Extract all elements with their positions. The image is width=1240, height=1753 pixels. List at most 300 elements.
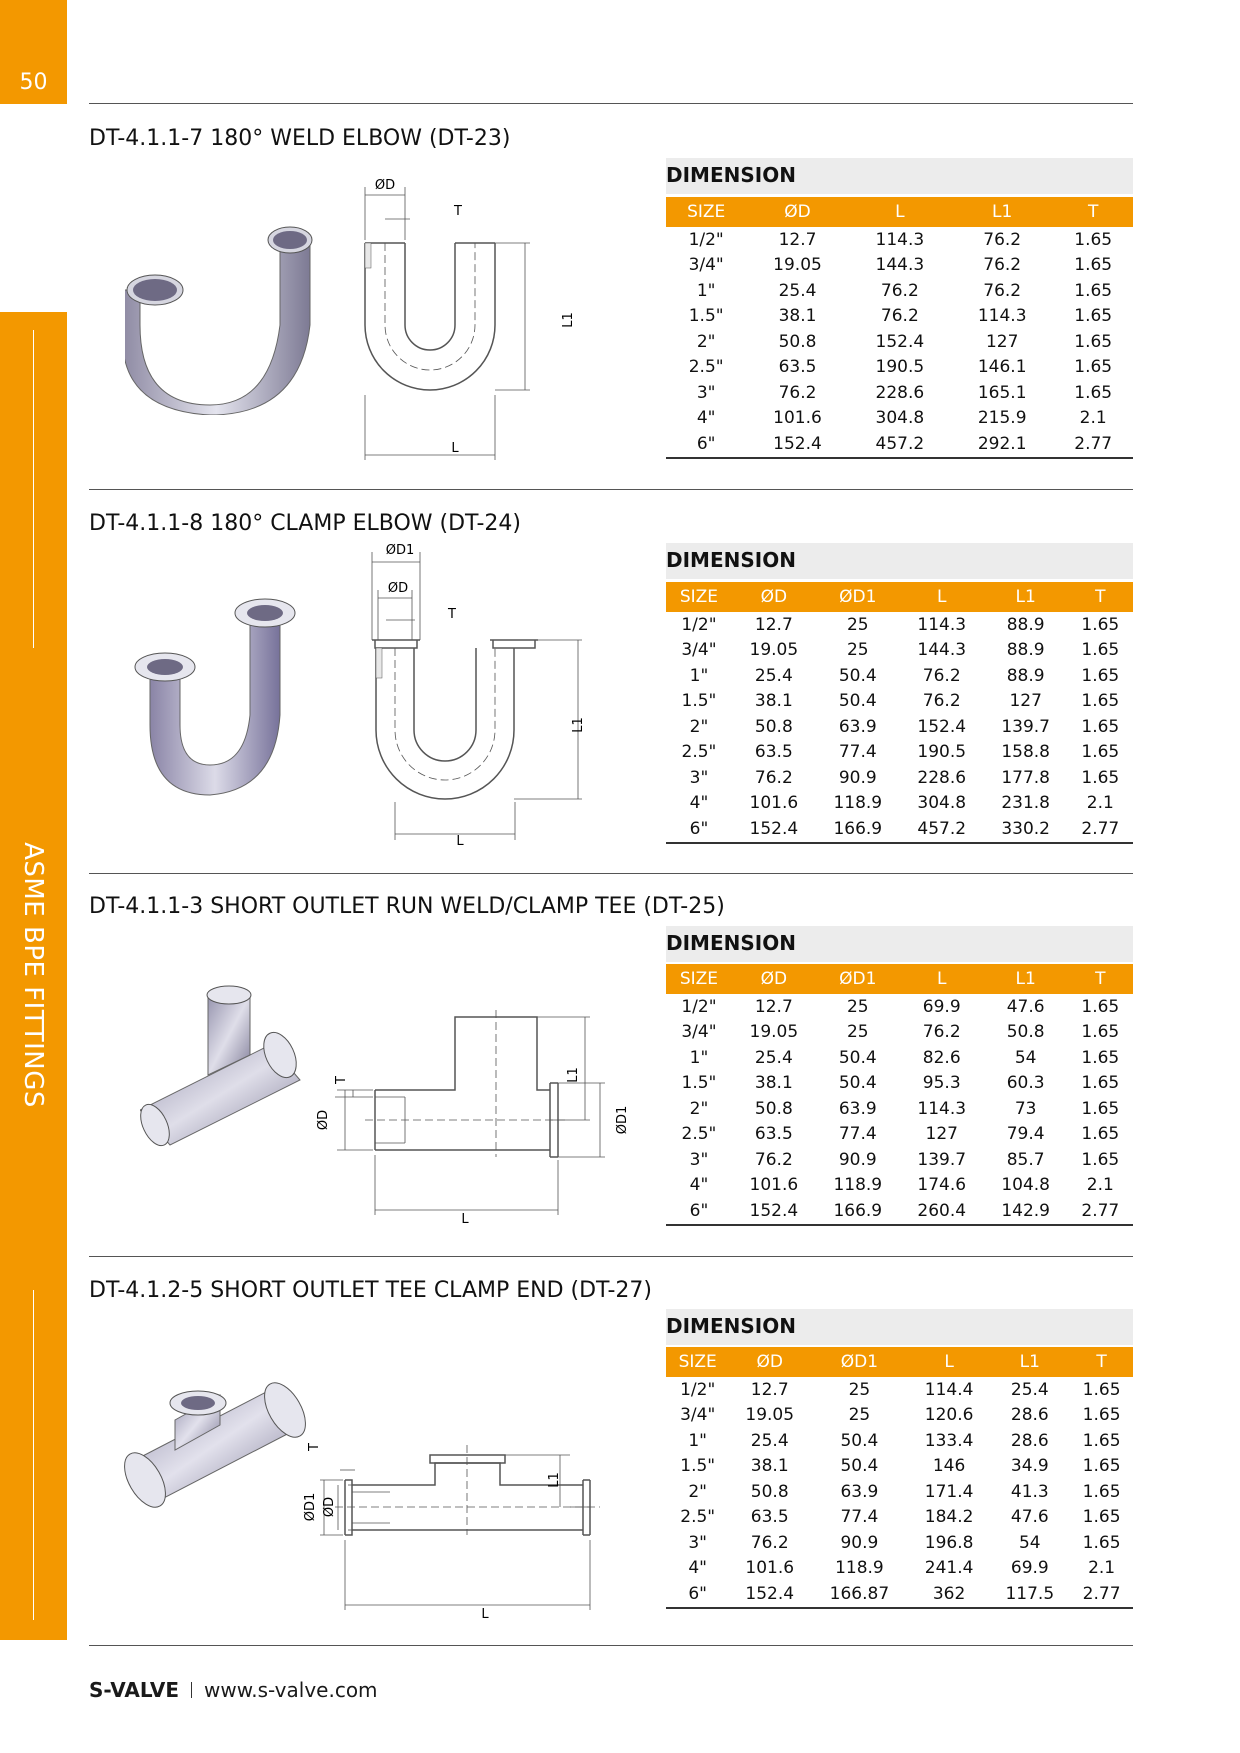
table-row: [666, 1403, 1133, 1429]
diagram-label: T: [334, 1076, 349, 1084]
table-row: [666, 1122, 1133, 1148]
table-cell: 50.8: [754, 1098, 793, 1119]
table-cell: 4": [689, 1175, 709, 1196]
table-cell: 60.3: [1006, 1073, 1045, 1094]
table-cell: 114.3: [875, 229, 925, 250]
table-cell: 12.7: [778, 229, 817, 250]
table-row: [666, 253, 1133, 279]
table-cell: 114.3: [977, 306, 1027, 327]
table-cell: 50.8: [778, 331, 817, 352]
clamp-tee-technical-drawing: [300, 1435, 640, 1625]
clamp-elbow-3d-illustration: [130, 595, 320, 800]
table-row: [666, 1198, 1133, 1225]
table-row: [666, 278, 1133, 304]
table-cell: 117.5: [989, 1581, 1070, 1608]
table-cell: 63.9: [838, 716, 877, 737]
table-cell: 152.4: [732, 1198, 816, 1225]
table-header-cell: L1: [951, 197, 1053, 227]
table-cell: 139.7: [917, 1149, 967, 1170]
table-cell: 101.6: [749, 1175, 799, 1196]
table-header-cell: SIZE: [666, 964, 732, 994]
table-cell: 1": [688, 1430, 707, 1451]
section-divider: [89, 1256, 1133, 1257]
table-cell: 1.65: [1081, 691, 1120, 712]
table-cell: 2": [688, 1481, 707, 1502]
table-cell: 1.65: [1074, 255, 1113, 276]
table-cell: 2.77: [1068, 816, 1133, 843]
diagram-label: L: [461, 1212, 469, 1227]
table-cell: 3/4": [680, 1405, 716, 1426]
table-cell: 1.5": [681, 691, 717, 712]
table-cell: 88.9: [1006, 614, 1045, 635]
dimension-header: [666, 158, 1133, 194]
table-header-cell: L: [909, 1347, 990, 1377]
table-cell: 2.1: [1079, 408, 1107, 429]
table-cell: 127: [1009, 691, 1042, 712]
table-cell: 19.05: [749, 640, 799, 661]
table-cell: 196.8: [924, 1532, 974, 1553]
table-cell: 101.6: [773, 408, 822, 429]
table-header-cell: T: [1068, 964, 1133, 994]
table-cell: 54: [1018, 1532, 1041, 1553]
table-cell: 28.6: [1010, 1430, 1049, 1451]
table-cell: 3/4": [681, 640, 717, 661]
table-cell: 50.4: [838, 1047, 877, 1068]
table-header-cell: SIZE: [666, 197, 746, 227]
table-cell: 1.65: [1074, 229, 1113, 250]
table-cell: 47.6: [1010, 1507, 1049, 1528]
table-cell: 69.9: [922, 996, 961, 1017]
table-cell: 114.3: [917, 1098, 967, 1119]
table-cell: 152.4: [875, 331, 925, 352]
table-cell: 292.1: [951, 431, 1053, 458]
dimension-header: [666, 543, 1133, 579]
table-cell: 304.8: [875, 408, 925, 429]
table-cell: 139.7: [1001, 716, 1050, 737]
run-tee-3d-illustration: [140, 985, 310, 1155]
table-cell: 6": [666, 1581, 729, 1608]
diagram-label: L1: [571, 717, 586, 733]
table-cell: 152.4: [732, 816, 816, 843]
table-cell: 25: [848, 1405, 871, 1426]
table-cell: 76.2: [922, 1022, 961, 1043]
table-cell: 101.6: [749, 793, 799, 814]
table-row: [666, 1454, 1133, 1480]
table-cell: 1.65: [1081, 742, 1120, 763]
dimension-header: [666, 926, 1133, 962]
table-cell: 190.5: [875, 357, 925, 378]
table-cell: 2.5": [681, 1124, 717, 1145]
table-cell: 1.65: [1081, 1124, 1120, 1145]
table-cell: 3": [696, 382, 716, 403]
table-cell: 76.2: [922, 665, 961, 686]
section-title: DT-4.1.1-8 180° CLAMP ELBOW (DT-24): [89, 511, 521, 536]
table-cell: 118.9: [835, 1558, 884, 1579]
table-cell: 1": [689, 665, 709, 686]
table-cell: 1.65: [1082, 1481, 1121, 1502]
table-header-cell: L: [900, 582, 984, 612]
table-row: [666, 612, 1133, 638]
table-cell: 25: [846, 996, 869, 1017]
table-cell: 1.65: [1081, 1073, 1120, 1094]
table-cell: 152.4: [746, 431, 848, 458]
table-row: [666, 304, 1133, 330]
table-cell: 6": [666, 1198, 732, 1225]
table-cell: 2.77: [1068, 1198, 1133, 1225]
table-cell: 76.2: [880, 306, 919, 327]
dimension-table: [666, 582, 1133, 844]
table-row: [666, 689, 1133, 715]
table-cell: 1.65: [1081, 614, 1120, 635]
table-cell: 457.2: [900, 816, 984, 843]
table-row: [666, 406, 1133, 432]
table-cell: 25.4: [750, 1430, 789, 1451]
table-cell: 146.1: [977, 357, 1027, 378]
table-cell: 190.5: [917, 742, 967, 763]
table-cell: 2": [696, 331, 716, 352]
table-cell: 101.6: [745, 1558, 795, 1579]
table-header-cell: T: [1070, 1347, 1133, 1377]
diagram-label: L: [451, 441, 459, 456]
table-cell: 152.4: [729, 1581, 810, 1608]
table-cell: 3": [689, 1149, 709, 1170]
table-header-cell: SIZE: [666, 582, 732, 612]
dimension-table: [666, 1347, 1133, 1609]
table-cell: 90.9: [838, 1149, 877, 1170]
table-header-cell: L1: [989, 1347, 1070, 1377]
table-row: [666, 1505, 1133, 1531]
clamp-tee-3d-illustration: [120, 1365, 310, 1545]
table-cell: 38.1: [750, 1456, 789, 1477]
table-cell: 34.9: [1010, 1456, 1049, 1477]
table-cell: 38.1: [778, 306, 817, 327]
table-cell: 3/4": [688, 255, 724, 276]
table-cell: 1.65: [1082, 1430, 1121, 1451]
table-cell: 2.1: [1086, 1175, 1114, 1196]
table-row: [666, 1045, 1133, 1071]
table-row: [666, 816, 1133, 843]
table-cell: 2.5": [680, 1507, 716, 1528]
table-cell: 12.7: [750, 1379, 789, 1400]
table-cell: 6": [666, 431, 746, 458]
table-cell: 1.65: [1082, 1405, 1121, 1426]
table-cell: 260.4: [900, 1198, 984, 1225]
table-cell: 4": [696, 408, 716, 429]
table-cell: 3": [688, 1532, 707, 1553]
table-cell: 63.5: [754, 1124, 793, 1145]
table-cell: 1.65: [1081, 1149, 1120, 1170]
table-header-cell: L1: [984, 582, 1068, 612]
table-cell: 166.87: [810, 1581, 909, 1608]
table-row: [666, 1173, 1133, 1199]
table-cell: 76.2: [983, 255, 1022, 276]
table-cell: 25.4: [754, 1047, 793, 1068]
table-cell: 1.65: [1081, 640, 1120, 661]
table-row: [666, 1479, 1133, 1505]
table-cell: 127: [925, 1124, 958, 1145]
diagram-label: ØD: [322, 1496, 337, 1518]
table-cell: 76.2: [922, 691, 961, 712]
table-cell: 2.77: [1053, 431, 1133, 458]
table-cell: 50.8: [754, 716, 793, 737]
table-cell: 146: [932, 1456, 966, 1477]
table-cell: 171.4: [924, 1481, 974, 1502]
table-cell: 228.6: [917, 767, 967, 788]
table-cell: 85.7: [1006, 1149, 1045, 1170]
table-cell: 1/2": [680, 1379, 716, 1400]
table-header-cell: T: [1053, 197, 1133, 227]
table-cell: 2.5": [688, 357, 724, 378]
table-row: [666, 355, 1133, 381]
table-cell: 4": [688, 1558, 707, 1579]
table-header-cell: ØD: [732, 964, 816, 994]
table-row: [666, 431, 1133, 458]
diagram-label: L: [481, 1607, 489, 1622]
table-row: [666, 1581, 1133, 1608]
table-cell: 63.5: [750, 1507, 789, 1528]
dimension-label: DIMENSION: [666, 548, 796, 572]
table-header-cell: SIZE: [666, 1347, 729, 1377]
table-cell: 50.4: [840, 1430, 879, 1451]
table-cell: 25.4: [1010, 1379, 1049, 1400]
section-title: DT-4.1.1-7 180° WELD ELBOW (DT-23): [89, 126, 511, 151]
table-cell: 1.65: [1081, 1022, 1120, 1043]
table-header-cell: ØD1: [810, 1347, 909, 1377]
table-cell: 25: [846, 640, 869, 661]
table-cell: 1/2": [688, 229, 724, 250]
table-header-cell: L1: [984, 964, 1068, 994]
table-cell: 1/2": [681, 614, 717, 635]
table-header-cell: L: [849, 197, 951, 227]
table-cell: 19.05: [749, 1022, 799, 1043]
table-cell: 1.5": [688, 306, 724, 327]
table-row: [666, 1530, 1133, 1556]
sidebar-category-label: ASME BPE FITTINGS: [18, 842, 48, 1108]
table-cell: 215.9: [977, 408, 1027, 429]
diagram-label: ØD: [374, 178, 396, 193]
table-row: [666, 714, 1133, 740]
footer-divider: [89, 1645, 1133, 1646]
table-cell: 12.7: [754, 996, 793, 1017]
table-cell: 1": [696, 280, 716, 301]
table-cell: 2.1: [1086, 793, 1114, 814]
table-header-cell: ØD1: [816, 964, 900, 994]
sidebar-divider-bottom: [33, 1290, 34, 1620]
run-tee-technical-drawing: [315, 1005, 645, 1230]
table-cell: 25: [848, 1379, 871, 1400]
table-header-cell: ØD: [729, 1347, 810, 1377]
table-cell: 1.65: [1081, 665, 1120, 686]
table-cell: 50.4: [838, 1073, 877, 1094]
table-cell: 6": [666, 816, 732, 843]
section-divider: [89, 103, 1133, 104]
table-row: [666, 1556, 1133, 1582]
section-divider: [89, 489, 1133, 490]
dimension-label: DIMENSION: [666, 163, 796, 187]
table-cell: 118.9: [833, 793, 883, 814]
diagram-label: L: [456, 834, 464, 849]
table-cell: 228.6: [875, 382, 925, 403]
table-cell: 144.3: [875, 255, 925, 276]
diagram-label: T: [454, 204, 462, 219]
diagram-label: T: [307, 1443, 322, 1451]
table-cell: 1.65: [1074, 280, 1113, 301]
page-number: 50: [19, 70, 48, 95]
weld-elbow-technical-drawing: [355, 175, 595, 470]
table-cell: 90.9: [840, 1532, 879, 1553]
table-cell: 362: [909, 1581, 990, 1608]
table-row: [666, 638, 1133, 664]
table-cell: 144.3: [917, 640, 967, 661]
table-cell: 1.65: [1082, 1456, 1121, 1477]
table-cell: 76.2: [754, 1149, 793, 1170]
table-cell: 1.65: [1082, 1379, 1121, 1400]
section-divider: [89, 873, 1133, 874]
table-cell: 38.1: [754, 691, 793, 712]
table-row: [666, 380, 1133, 406]
table-header-cell: ØD: [732, 582, 816, 612]
diagram-label: L1: [547, 1472, 562, 1488]
table-cell: 50.8: [1006, 1022, 1045, 1043]
table-cell: 76.2: [880, 280, 919, 301]
table-cell: 2": [689, 1098, 709, 1119]
table-cell: 54: [1014, 1047, 1037, 1068]
table-cell: 76.2: [983, 280, 1022, 301]
table-cell: 4": [689, 793, 709, 814]
table-cell: 73: [1014, 1098, 1037, 1119]
table-row: [666, 1020, 1133, 1046]
table-cell: 1.65: [1074, 331, 1113, 352]
table-cell: 76.2: [983, 229, 1022, 250]
table-cell: 114.3: [917, 614, 967, 635]
table-cell: 1.65: [1081, 1098, 1120, 1119]
section-title: DT-4.1.2-5 SHORT OUTLET TEE CLAMP END (DT-27): [89, 1278, 652, 1303]
table-cell: 76.2: [754, 767, 793, 788]
table-cell: 90.9: [838, 767, 877, 788]
table-row: [666, 663, 1133, 689]
table-cell: 88.9: [1006, 665, 1045, 686]
table-header-cell: ØD: [746, 197, 848, 227]
table-cell: 50.4: [840, 1456, 879, 1477]
dimension-header: [666, 1309, 1133, 1345]
table-cell: 120.6: [924, 1405, 974, 1426]
dimension-label: DIMENSION: [666, 931, 796, 955]
table-row: [666, 1071, 1133, 1097]
table-cell: 1.65: [1082, 1507, 1121, 1528]
table-cell: 1.65: [1081, 716, 1120, 737]
table-cell: 77.4: [840, 1507, 879, 1528]
table-cell: 1.65: [1082, 1532, 1121, 1553]
table-cell: 95.3: [922, 1073, 961, 1094]
table-cell: 19.05: [773, 255, 822, 276]
table-cell: 127: [985, 331, 1019, 352]
table-header-cell: T: [1068, 582, 1133, 612]
table-row: [666, 1147, 1133, 1173]
footer: [89, 1678, 378, 1702]
table-cell: 77.4: [838, 1124, 877, 1145]
table-cell: 63.9: [840, 1481, 879, 1502]
table-cell: 88.9: [1006, 640, 1045, 661]
table-header-cell: ØD1: [816, 582, 900, 612]
table-cell: 63.5: [754, 742, 793, 763]
dimension-table: [666, 964, 1133, 1226]
table-cell: 3": [689, 767, 709, 788]
table-cell: 1/2": [681, 996, 717, 1017]
diagram-label: ØD1: [385, 543, 415, 558]
diagram-label: L1: [566, 1067, 581, 1083]
table-cell: 82.6: [922, 1047, 961, 1068]
table-cell: 25: [846, 1022, 869, 1043]
table-cell: 1.65: [1081, 1047, 1120, 1068]
table-row: [666, 1096, 1133, 1122]
table-cell: 25.4: [754, 665, 793, 686]
table-cell: 174.6: [917, 1175, 967, 1196]
table-cell: 79.4: [1006, 1124, 1045, 1145]
table-cell: 114.4: [924, 1379, 974, 1400]
section-title: DT-4.1.1-3 SHORT OUTLET RUN WELD/CLAMP TEE (DT-25): [89, 894, 725, 919]
table-cell: 50.8: [750, 1481, 789, 1502]
diagram-label: ØD1: [303, 1492, 318, 1522]
table-cell: 152.4: [917, 716, 967, 737]
table-row: [666, 1377, 1133, 1403]
table-row: [666, 329, 1133, 355]
table-cell: 77.4: [838, 742, 877, 763]
diagram-label: ØD1: [615, 1105, 630, 1135]
table-cell: 330.2: [984, 816, 1068, 843]
table-cell: 19.05: [745, 1405, 795, 1426]
table-cell: 104.8: [1001, 1175, 1050, 1196]
sidebar-divider-top: [33, 330, 34, 648]
table-cell: 2.77: [1070, 1581, 1133, 1608]
table-cell: 177.8: [1001, 767, 1050, 788]
table-cell: 166.9: [816, 816, 900, 843]
table-cell: 38.1: [754, 1073, 793, 1094]
clamp-elbow-technical-drawing: [360, 540, 600, 850]
table-cell: 1.5": [680, 1456, 716, 1477]
table-cell: 50.4: [838, 665, 877, 686]
table-cell: 184.2: [924, 1507, 974, 1528]
table-row: [666, 740, 1133, 766]
footer-separator: [191, 1682, 192, 1698]
table-cell: 41.3: [1010, 1481, 1049, 1502]
diagram-label: ØD: [387, 581, 409, 596]
table-cell: 12.7: [754, 614, 793, 635]
table-cell: 25: [846, 614, 869, 635]
diagram-label: T: [448, 607, 456, 622]
table-cell: 142.9: [984, 1198, 1068, 1225]
table-cell: 76.2: [778, 382, 817, 403]
table-cell: 3/4": [681, 1022, 717, 1043]
dimension-label: DIMENSION: [666, 1314, 796, 1338]
table-cell: 63.5: [778, 357, 817, 378]
table-cell: 1.5": [681, 1073, 717, 1094]
table-cell: 231.8: [1001, 793, 1050, 814]
table-cell: 2.5": [681, 742, 717, 763]
table-cell: 457.2: [849, 431, 951, 458]
table-row: [666, 994, 1133, 1020]
table-cell: 1.65: [1074, 357, 1113, 378]
table-row: [666, 791, 1133, 817]
table-cell: 69.9: [1010, 1558, 1049, 1579]
table-cell: 1.65: [1081, 996, 1120, 1017]
table-cell: 2.1: [1088, 1558, 1116, 1579]
table-cell: 1.65: [1074, 306, 1113, 327]
table-cell: 166.9: [816, 1198, 900, 1225]
table-cell: 2": [689, 716, 709, 737]
website-link[interactable]: www.s-valve.com: [203, 1678, 378, 1702]
table-cell: 50.4: [838, 691, 877, 712]
table-row: [666, 1428, 1133, 1454]
